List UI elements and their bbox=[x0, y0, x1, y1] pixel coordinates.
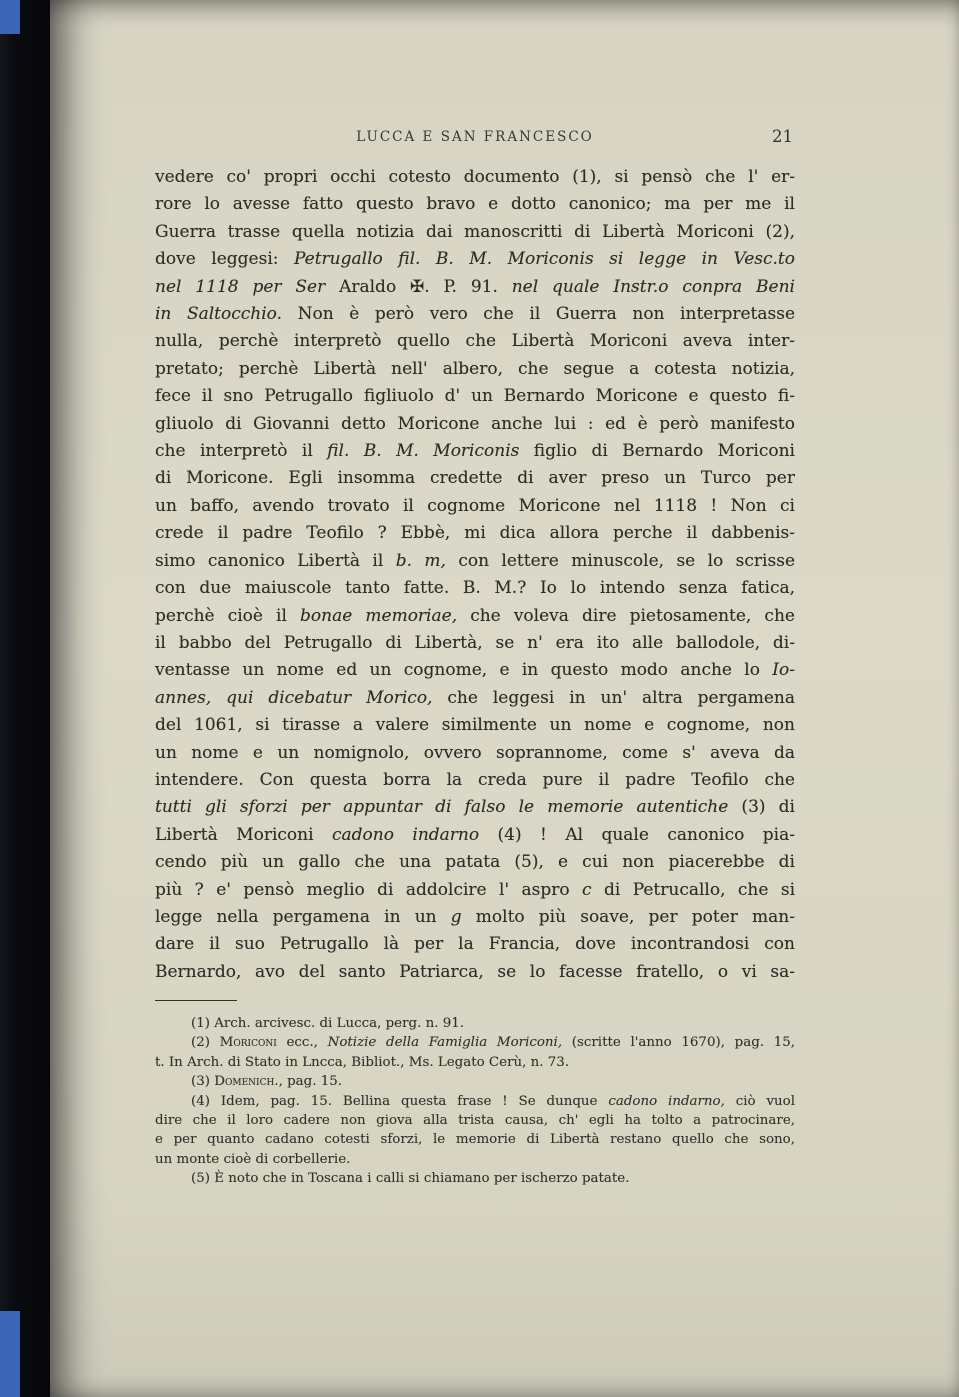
body-text bbox=[155, 164, 795, 986]
text-line: di Moricone. Egli insomma credette di aver preso un Turco per bbox=[155, 468, 795, 489]
text-line: Libertà Moriconi cadono indarno (4) ! Al quale canonico pia- bbox=[155, 824, 795, 845]
text-line: perchè cioè il bonae memoriae, che voleva dire pietosamente, che bbox=[155, 605, 795, 626]
footnotes bbox=[155, 1014, 795, 1189]
page-header bbox=[155, 129, 795, 151]
text-line: del 1061, si tirasse a valere similmente un nome e cognome, non bbox=[155, 715, 795, 736]
text-line: un monte cioè di corbellerie. bbox=[155, 1151, 351, 1167]
text-line: rore lo avesse fatto questo bravo e dotto canonico; ma per me il bbox=[155, 194, 795, 215]
text-line: fece il sno Petrugallo figliuolo d' un Bernardo Moricone e questo fi- bbox=[155, 386, 795, 407]
text-block bbox=[155, 0, 795, 1397]
book-binding bbox=[0, 0, 50, 1397]
binding-blue-accent-top bbox=[0, 0, 20, 34]
text-line: annes, qui dicebatur Morico, che leggesi in un' altra pergamena bbox=[155, 687, 795, 708]
text-line: (1) Arch. arcivesc. di Lucca, perg. n. 91. bbox=[191, 1016, 465, 1031]
footnote-rule bbox=[155, 1000, 237, 1001]
text-line: gliuolo di Giovanni detto Moricone anche lui : ed è però manifesto bbox=[155, 413, 795, 434]
text-line: (2) Moriconi ecc., Notizie della Famiglia Moriconi, (scritte l'anno 1670), pag. 15, bbox=[191, 1035, 796, 1051]
text-line: più ? e' pensò meglio di addolcire l' aspro c di Petrucallo, che si bbox=[155, 879, 795, 900]
text-line: cendo più un gallo che una patata (5), e cui non piacerebbe di bbox=[155, 852, 795, 873]
text-line: pretato; perchè Libertà nell' albero, che segue a cotesta notizia, bbox=[155, 358, 795, 379]
text-line: dove leggesi: Petrugallo fil. B. M. Moriconis si legge in Vesc.to bbox=[155, 249, 795, 270]
text-line: un nome e un nomignolo, ovvero soprannome, come s' aveva da bbox=[155, 742, 795, 763]
text-line: (5) È noto che in Toscana i calli si chiamano per ischerzo patate. bbox=[191, 1171, 630, 1187]
text-line: il babbo del Petrugallo di Libertà, se n' era ito alle ballodole, di- bbox=[155, 632, 795, 653]
text-line: nulla, perchè interpretò quello che Libertà Moriconi aveva inter- bbox=[155, 331, 795, 352]
text-line: vedere co' propri occhi cotesto documento (1), si pensò che l' er- bbox=[155, 167, 795, 187]
text-line: ventasse un nome ed un cognome, e in questo modo anche lo Io- bbox=[155, 660, 795, 681]
binding-blue-accent-bottom bbox=[0, 1311, 20, 1397]
text-line: crede il padre Teofilo ? Ebbè, mi dica allora perche il dabbenis- bbox=[155, 523, 795, 544]
text-line: dire che il loro cadere non giova alla trista causa, ch' egli ha tolto a patrocinare, bbox=[155, 1113, 795, 1129]
text-line: tutti gli sforzi per appuntar di falso le memorie autentiche (3) di bbox=[155, 797, 795, 818]
text-line: legge nella pergamena in un g molto più soave, per poter man- bbox=[155, 906, 795, 927]
text-line: Bernardo, avo del santo Patriarca, se lo facesse fratello, o vi sa- bbox=[155, 961, 795, 982]
text-line: (4) Idem, pag. 15. Bellina questa frase ! Se dunque cadono indarno, ciò vuol bbox=[191, 1093, 796, 1109]
text-line: (3) Domenich., pag. 15. bbox=[191, 1074, 343, 1090]
running-title: LUCCA E SAN FRANCESCO bbox=[356, 129, 594, 145]
text-line: t. In Arch. di Stato in Lncca, Bibliot., Ms. Legato Cerù, n. 73. bbox=[155, 1054, 570, 1070]
text-line: simo canonico Libertà il b. m, con lettere minuscole, se lo scrisse bbox=[155, 550, 795, 571]
text-line: dare il suo Petrugallo là per la Francia, dove incontrandosi con bbox=[155, 934, 795, 955]
page-paper bbox=[50, 0, 959, 1397]
text-line: con due maiuscole tanto fatte. B. M.? Io lo intendo senza fatica, bbox=[155, 578, 795, 599]
text-line: un baffo, avendo trovato il cognome Moricone nel 1118 ! Non ci bbox=[155, 495, 795, 516]
text-line: in Saltocchio. Non è però vero che il Guerra non interpretasse bbox=[155, 304, 796, 325]
text-line: che interpretò il fil. B. M. Moriconis figlio di Bernardo Moriconi bbox=[155, 441, 795, 462]
text-line: Guerra trasse quella notizia dai manoscritti di Libertà Moriconi (2), bbox=[155, 221, 795, 242]
text-line: nel 1118 per Ser Araldo ✠. P. 91. nel quale Instr.o conpra Beni bbox=[155, 276, 795, 297]
text-line: intendere. Con questa borra la creda pure il padre Teofilo che bbox=[155, 769, 795, 790]
text-line: e per quanto cadano cotesti sforzi, le memorie di Libertà restano quello che sono, bbox=[155, 1132, 795, 1148]
page-number: 21 bbox=[772, 127, 793, 146]
